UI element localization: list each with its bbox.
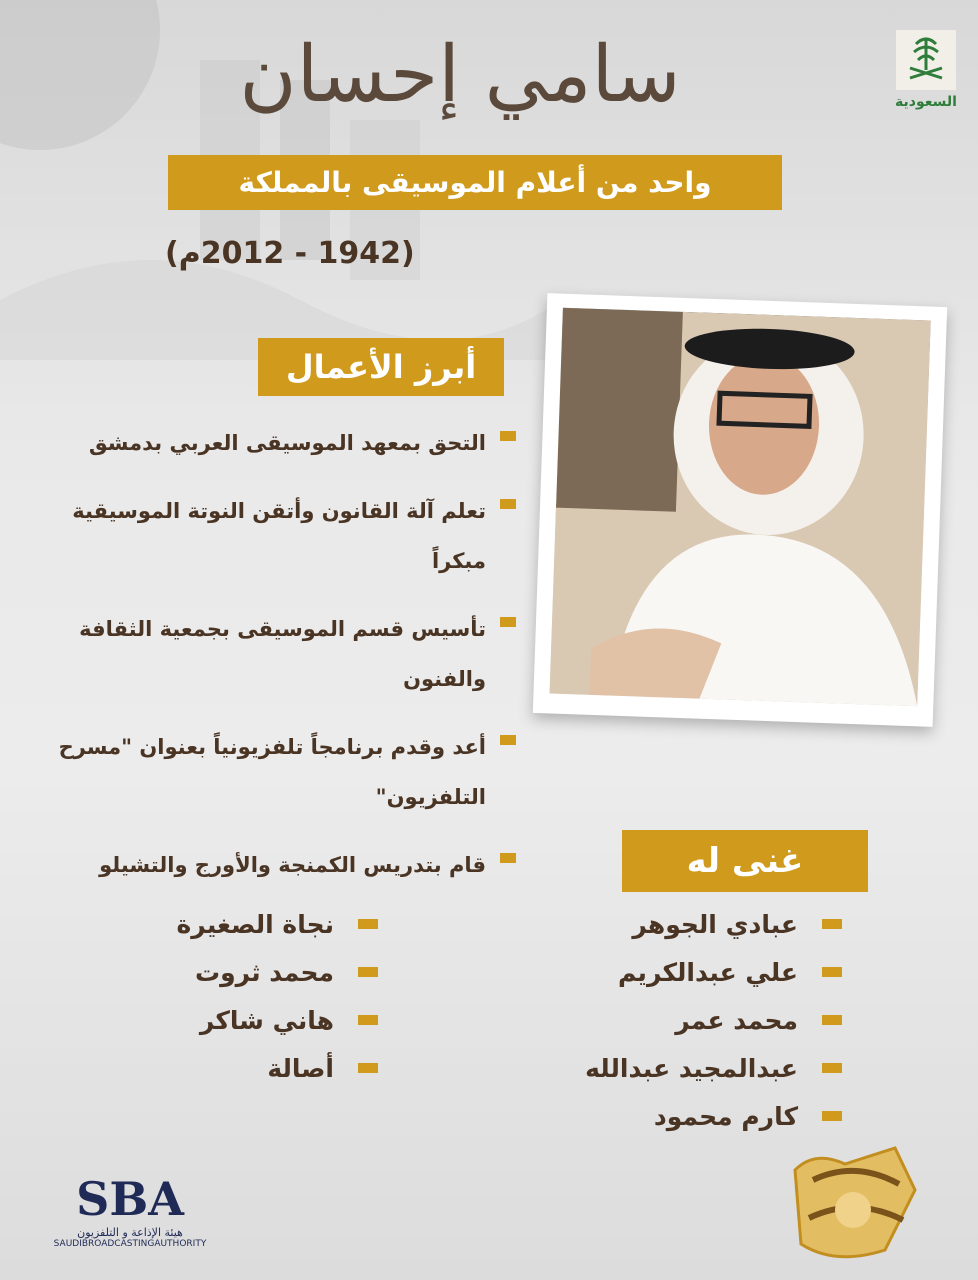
subtitle-text: واحد من أعلام الموسيقى بالمملكة bbox=[238, 166, 712, 199]
list-item bbox=[46, 840, 516, 890]
singer-name: علي عبدالكريم bbox=[617, 957, 798, 987]
bullet-icon bbox=[500, 431, 516, 441]
list-item bbox=[177, 1044, 378, 1092]
singer-name: أصالة bbox=[267, 1053, 334, 1083]
list-item bbox=[585, 1044, 842, 1092]
work-text: قام بتدريس الكمنجة والأورج والتشيلو bbox=[99, 853, 486, 877]
singer-name: عبدالمجيد عبدالله bbox=[585, 1053, 798, 1083]
sba-mark: SBA bbox=[76, 1172, 184, 1226]
list-item bbox=[585, 1092, 842, 1140]
singer-name: هاني شاكر bbox=[199, 1005, 334, 1035]
list-item bbox=[585, 996, 842, 1044]
sba-logo bbox=[40, 1172, 220, 1249]
saudi-logo bbox=[886, 30, 966, 110]
bullet-icon bbox=[500, 735, 516, 745]
works-list bbox=[46, 418, 516, 908]
subtitle-banner bbox=[168, 155, 782, 210]
bullet-icon bbox=[500, 617, 516, 627]
list-item bbox=[46, 604, 516, 704]
singers-list-right bbox=[585, 900, 842, 1140]
life-years: (1942 - 2012م) bbox=[165, 236, 415, 271]
list-item bbox=[177, 996, 378, 1044]
list-item bbox=[177, 900, 378, 948]
page-title: سامي إحسان bbox=[239, 30, 681, 120]
bullet-icon bbox=[500, 853, 516, 863]
work-text: التحق بمعهد الموسيقى العربي بدمشق bbox=[88, 431, 486, 455]
singer-name: عبادي الجوهر bbox=[632, 909, 798, 939]
palm-swords-icon bbox=[896, 30, 956, 90]
work-text: تعلم آلة القانون وأتقن النوتة الموسيقية مبكراً bbox=[72, 499, 486, 573]
singer-name: كارم محمود bbox=[653, 1101, 798, 1131]
works-heading bbox=[258, 338, 504, 396]
bullet-icon bbox=[822, 1015, 842, 1025]
bullet-icon bbox=[822, 967, 842, 977]
portrait-photo bbox=[533, 293, 947, 727]
saudi-logo-text: السعودية bbox=[895, 94, 957, 110]
bullet-icon bbox=[822, 919, 842, 929]
bullet-icon bbox=[358, 919, 378, 929]
singer-name: محمد عمر bbox=[675, 1005, 798, 1035]
bullet-icon bbox=[358, 1015, 378, 1025]
list-item bbox=[585, 900, 842, 948]
list-item bbox=[585, 948, 842, 996]
work-text: تأسيس قسم الموسيقى بجمعية الثقافة والفنون bbox=[79, 617, 486, 691]
list-item bbox=[46, 418, 516, 468]
list-item bbox=[46, 486, 516, 586]
list-item bbox=[177, 948, 378, 996]
work-text: أعد وقدم برنامجاً تلفزيونياً بعنوان "مسرح التلفزيون" bbox=[58, 735, 486, 809]
list-item bbox=[46, 722, 516, 822]
sang-heading-text: غنى له bbox=[686, 841, 804, 881]
works-heading-text: أبرز الأعمال bbox=[285, 348, 477, 386]
bullet-icon bbox=[500, 499, 516, 509]
bullet-icon bbox=[358, 1063, 378, 1073]
program-logo-icon bbox=[775, 1140, 925, 1270]
singers-list-left bbox=[177, 900, 378, 1092]
sba-english: SAUDIBROADCASTINGAUTHORITY bbox=[53, 1239, 207, 1249]
singer-name: محمد ثروت bbox=[194, 957, 334, 987]
sba-arabic: هيئة الإذاعة و التلفزيون bbox=[77, 1226, 183, 1239]
bullet-icon bbox=[822, 1063, 842, 1073]
bullet-icon bbox=[822, 1111, 842, 1121]
singer-name: نجاة الصغيرة bbox=[176, 909, 334, 939]
bullet-icon bbox=[358, 967, 378, 977]
sang-heading bbox=[622, 830, 868, 892]
portrait-image bbox=[549, 308, 930, 707]
